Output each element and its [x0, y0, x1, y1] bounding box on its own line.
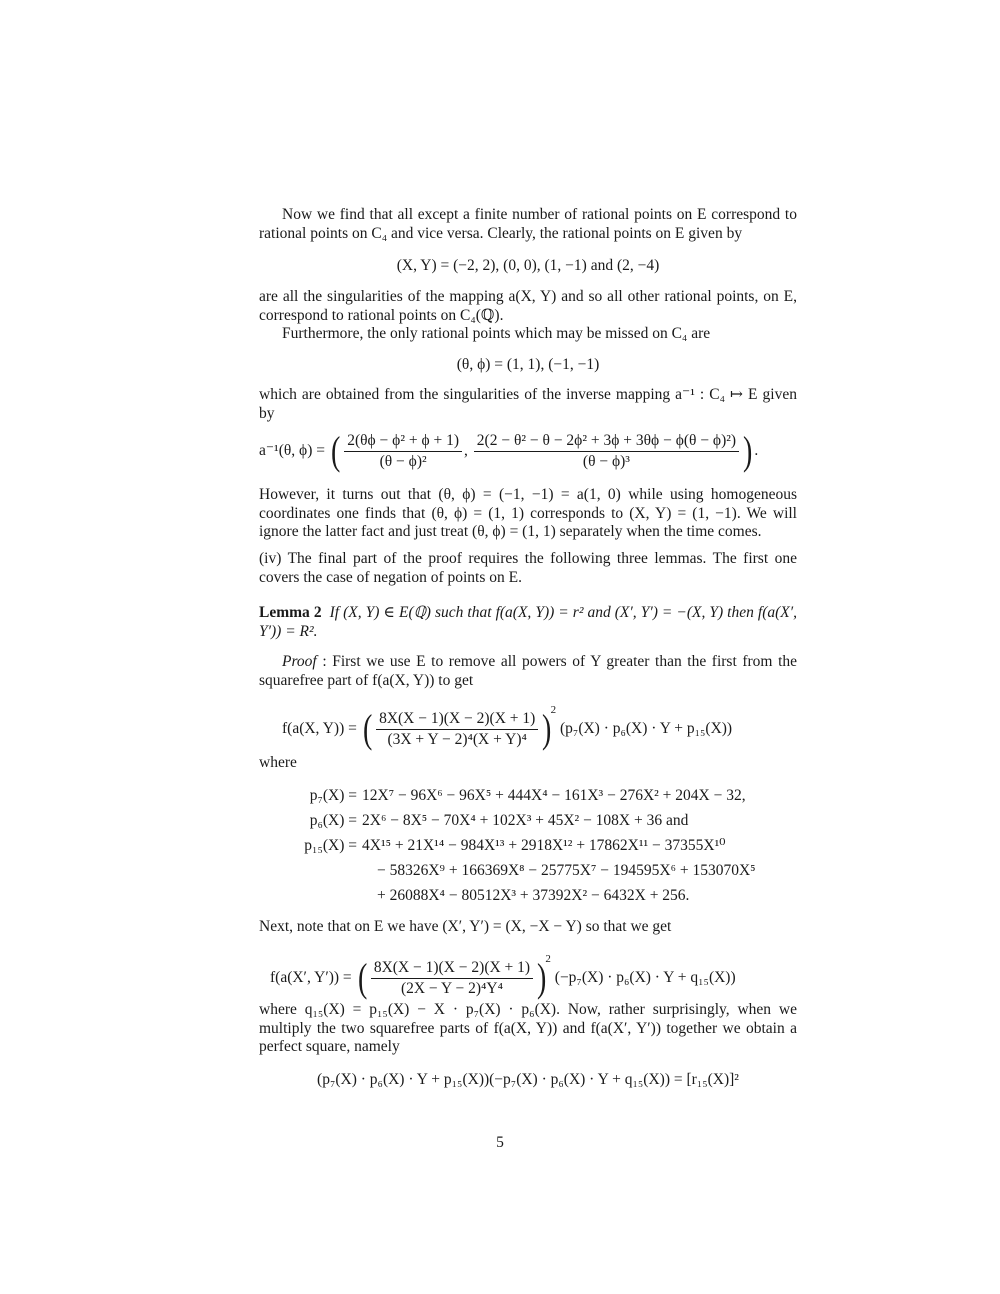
proof-start: Proof : First we use E to remove all powers of Y greater than the first from the squarefree part of f(a(X, Y)) to get: [259, 653, 797, 689]
paragraph-lemmas-intro: (iv) The final part of the proof requires the following three lemmas. The first one covers the case of negation of points on E.: [259, 550, 797, 586]
equation-missed-points: (θ, ϕ) = (1, 1), (−1, −1): [456, 356, 600, 373]
equation-f-a-xprime: f(a(X′, Y′)) = ( $\frac{8X(X - 1)(X - 2)(X + 1)}{\text{(2X − Y − 2)⁴Y⁴}}$ )$^2$ (−p₇(X) · p₆(X) · Y + q₁₅(X)): [270, 953, 736, 1001]
equation-inverse-mapping: a⁻¹(θ, ϕ) = ( $\frac{\text{2(θϕ − ϕ² + ϕ + 1)}}{\text{(θ − ϕ)²}}$ , $\frac{\text{2(2 − θ² − θ − 2ϕ² + 3ϕ + 3θϕ − ϕ(θ − ϕ)²)}}{\text{(θ − ϕ)³}}$ ) .: [259, 428, 759, 473]
paper-page: Now we find that all except a finite number of rational points on E correspond to rational points on C₄ and vice versa. Clearly, the rational points on E given by (X, Y) = (−2, 2), (0, 0), (1, −1) and (2, −4) are all the singularities of the mapping a(X, Y) and so all other rational points, on E, correspond to rational points on C₄(ℚ). Furthermore, the only rational points which may be missed on C₄ are (θ, ϕ) = (1, 1), (−1, −1) which are obtained from the singularities of the inverse mapping a⁻¹ : C₄ ↦ E given by a⁻¹(θ, ϕ) = ( $\frac{\text{2(θϕ − ϕ² + ϕ + 1)}}{\text{(θ − ϕ)²}}$ , $\frac{\text{2(2 − θ² − θ − 2ϕ² + 3ϕ + 3θϕ − ϕ(θ − ϕ)²)}}{\text{(θ − ϕ)³}}$ ) . However, it turns out that (θ, ϕ) = (−1, −1) = a(1, 0) while using homogeneous coordinates one finds that (θ, ϕ) = (1, 1) corresponds to (X, Y) = (1, −1). We will ignore the latter fact and just treat (θ, ϕ) = (1, 1) separately when the time comes. (iv) The final part of the proof requires the following three lemmas. The first one covers the case of negation of points on E. Lemma 2 If (X, Y) ∈ E(ℚ) such that f(a(X, Y)) = r² and (X′, Y′) = −(X, Y) then f(a(X′, Y′)) = R². Proof : First we use E to remove all powers of Y greater than the first from the squarefree part of f(a(X, Y)) to get f(a(X, Y)) = ( $\frac{8X(X - 1)(X - 2)(X + 1)}{\text{(3X + Y − 2)⁴(X + Y)⁴}}$ )$^2$ (p₇(X) · p₆(X) · Y + p₁₅(X)) where p₇(X) = 12X⁷ − 96X⁶ − 96X⁵ + 444X⁴ − 161X³ − 276X² + 204X − 32, p₆(X) = 2X⁶ − 8X⁵ − 70X⁴ + 102X³ + 45X² − 108X + 36 and p₁₅(X) = 4X¹⁵ + 21X¹⁴ − 984X¹³ + 2918X¹² + 17862X¹¹ − 37355X¹⁰ − 58326X⁹ + 166369X⁸ − 25775X⁷ − 194595X⁶ + 153070X⁵ + 26088X⁴ − 80512X³ + 37392X² − 6432X + 256. Next, note that on E we have (X′, Y′) = (X, −X − Y) so that we get f(a(X′, Y′)) = ( $\frac{8X(X - 1)(X - 2)(X + 1)}{\text{(2X − Y − 2)⁴Y⁴}}$ )$^2$ (−p₇(X) · p₆(X) · Y + q₁₅(X)) where q₁₅(X) = p₁₅(X) − X · p₇(X) · p₆(X). Now, rather surprisingly, when we multiply the two squarefree parts of f(a(X, Y)) and f(a(X′, Y′)) together we obtain a perfect square, namely (p₇(X) · p₆(X) · Y + p₁₅(X))(−p₇(X) · p₆(X) · Y + q₁₅(X)) = [r₁₅(X)]² 5: [0, 0, 1000, 1294]
equation-rational-points-e: (X, Y) = (−2, 2), (0, 0), (1, −1) and (2, −4): [396, 257, 660, 274]
lemma-2: Lemma 2 If (X, Y) ∈ E(ℚ) such that f(a(X, Y)) = r² and (X′, Y′) = −(X, Y) then f(a(X′, Y′)) = R².: [259, 604, 798, 640]
equation-f-a-xy: f(a(X, Y)) = ( $\frac{8X(X - 1)(X - 2)(X + 1)}{\text{(3X + Y − 2)⁴(X + Y)⁴}}$ )$^2$ (p₇(X) · p₆(X) · Y + p₁₅(X)): [282, 704, 733, 752]
paragraph-homogeneous: However, it turns out that (θ, ϕ) = (−1, −1) = a(1, 0) while using homogeneous coordinates one finds that (θ, ϕ) = (1, 1) corresponds to (X, Y) = (1, −1). We will ignore the latter fact and just treat (θ, ϕ) = (1, 1) separately when the time comes.: [259, 486, 797, 541]
paragraph-correspondence: Now we find that all except a finite number of rational points on E correspond to rational points on C₄ and vice versa. Clearly, the rational points on E given by: [259, 206, 797, 242]
paragraph-singularities: are all the singularities of the mapping a(X, Y) and so all other rational points, on E, correspond to rational points on C₄(ℚ). Furthermore, the only rational points which may be missed on C₄ are: [259, 288, 797, 343]
page-number: 5: [496, 1134, 504, 1151]
paragraph-inverse-mapping: which are obtained from the singularities of the inverse mapping a⁻¹ : C₄ ↦ E given by: [259, 386, 797, 422]
paragraph-negation: Next, note that on E we have (X′, Y′) = (X, −X − Y) so that we get: [259, 918, 672, 935]
paragraph-perfect-square: where q₁₅(X) = p₁₅(X) − X · p₇(X) · p₆(X). Now, rather surprisingly, when we multiply the two squarefree parts of f(a(X, Y)) and f(a(X′, Y′)) together we obtain a perfect square, namely: [259, 1001, 797, 1056]
equation-perfect-square: (p₇(X) · p₆(X) · Y + p₁₅(X))(−p₇(X) · p₆(X) · Y + q₁₅(X)) = [r₁₅(X)]²: [317, 1071, 739, 1088]
where-label: where: [259, 754, 297, 771]
